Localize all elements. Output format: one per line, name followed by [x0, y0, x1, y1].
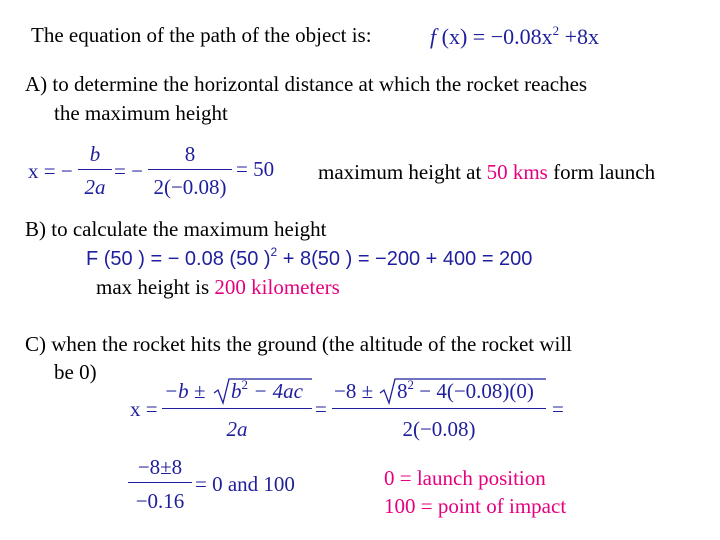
partA-heading-2: the maximum height: [54, 101, 228, 125]
partC-num1-a: −b ±: [164, 379, 206, 403]
partC-num2-b: 8: [397, 379, 408, 403]
eq-rhs-b: +8x: [564, 24, 600, 49]
eq-exp: 2: [552, 23, 560, 38]
partA-num2: 8: [184, 142, 196, 166]
partA-den2: 2(−0.08): [153, 175, 227, 199]
partC-num3: −8±8: [137, 455, 183, 479]
partB-note-pre: max height is: [96, 275, 210, 299]
partA-num1: b: [89, 142, 101, 166]
partC-den2: 2(−0.08): [402, 417, 476, 441]
partB-eq-a: F (50 ) = − 0.08 (50 ): [86, 248, 271, 270]
partA-x-eq: x = −: [28, 159, 73, 183]
partC-eq-end: =: [552, 397, 564, 421]
partC-eq-mid: =: [315, 397, 327, 421]
partC-heading-2: be 0): [54, 360, 97, 384]
partC-den1: 2a: [226, 417, 248, 441]
eq-rhs-a: = −0.08x: [472, 24, 553, 49]
partC-num2-a: −8 ±: [334, 379, 374, 403]
partC-num1-b: b: [231, 379, 242, 403]
partB-note-value: 200 kilometers: [214, 275, 340, 299]
partA-bar2: [148, 169, 232, 170]
partB-equation: [86, 245, 533, 270]
partC-x-eq: x =: [130, 397, 158, 421]
partB-eq-b: + 8(50 ) = −200 + 400 = 200: [282, 248, 533, 270]
partC-num2-rad: [397, 377, 534, 403]
partC-num1-exp: 2: [241, 377, 248, 392]
partA-note-value: 50 kms: [486, 160, 548, 184]
partA-note: [318, 162, 655, 183]
path-equation: [430, 23, 600, 49]
partC-num1: [164, 381, 205, 402]
partC-result: = 0 and 100: [195, 472, 295, 496]
partA-note-post: form launch: [553, 160, 656, 184]
partA-bar1: [78, 169, 112, 170]
partA-den1: 2a: [84, 175, 106, 199]
partB-eq-exp: 2: [270, 245, 278, 259]
eq-f: f: [430, 24, 437, 49]
partC-label-impact: 100 = point of impact: [384, 494, 567, 518]
partC-heading-1: C) when the rocket hits the ground (the altitude of the rocket will: [25, 332, 573, 356]
partB-heading: B) to calculate the maximum height: [25, 217, 327, 241]
partC-num1-rad: [231, 377, 303, 403]
partC-num2-exp: 2: [407, 377, 414, 392]
partC-bar3: [128, 482, 192, 483]
partC-label-launch: 0 = launch position: [384, 466, 546, 490]
intro-text: The equation of the path of the object is:: [31, 23, 372, 47]
partC-bar2: [332, 408, 546, 409]
partB-note: [96, 277, 340, 298]
partC-num2-c: − 4(−0.08)(0): [419, 379, 534, 403]
partC-den3: −0.16: [135, 489, 185, 513]
partC-bar1: [162, 408, 312, 409]
partA-minus2: = −: [114, 159, 143, 183]
partA-note-pre: maximum height at: [318, 160, 482, 184]
partC-num1-c: − 4ac: [253, 379, 303, 403]
partA-result: = 50: [236, 157, 275, 181]
eq-x: (x): [441, 24, 468, 49]
partA-heading-1: A) to determine the horizontal distance at which the rocket reaches: [25, 72, 588, 96]
